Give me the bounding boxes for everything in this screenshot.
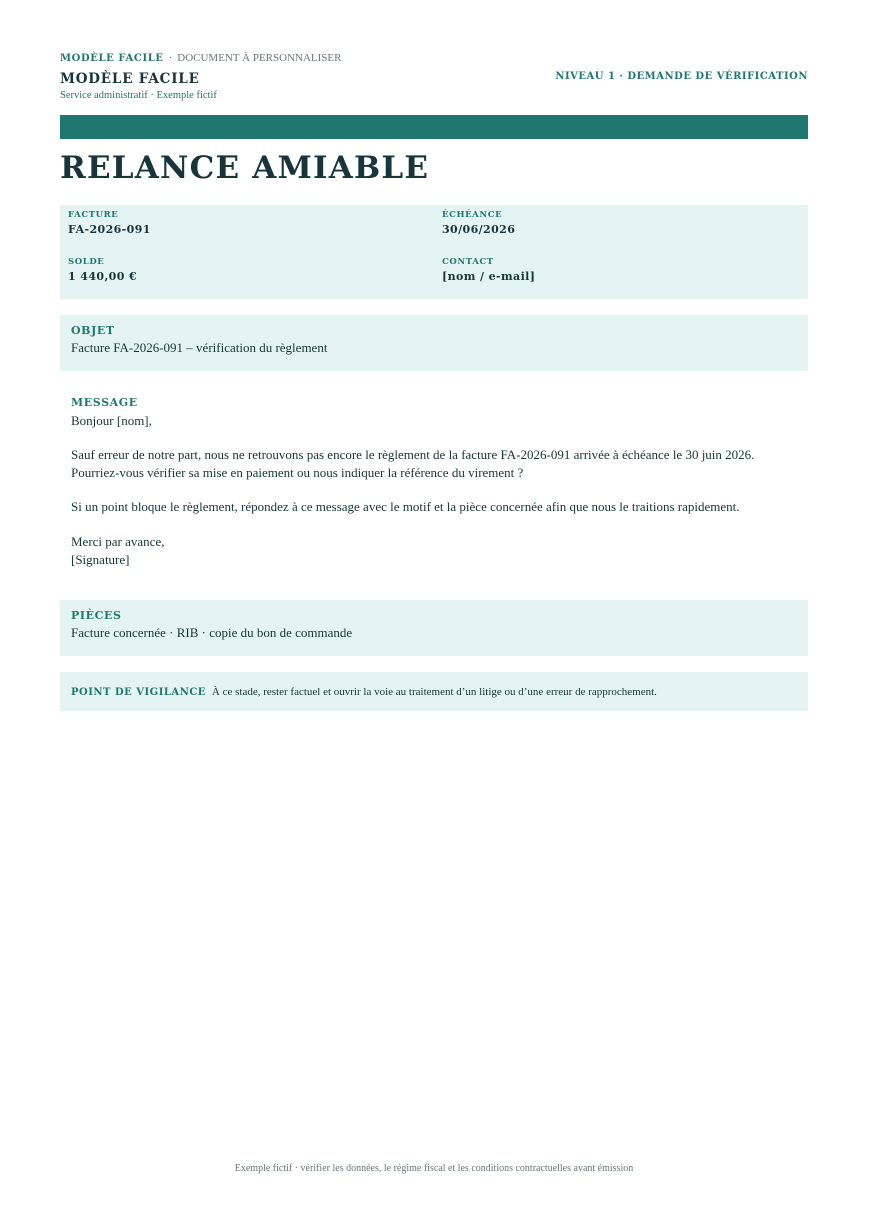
objet-value: Facture FA-2026-091 – vérification du règlement	[71, 340, 328, 355]
meta-solde	[68, 257, 137, 283]
vigilance-label: POINT DE VIGILANCE	[71, 687, 206, 698]
meta-facture	[68, 210, 151, 236]
pieces-box	[60, 600, 808, 656]
contact-label: CONTACT	[442, 257, 494, 267]
header-band	[60, 115, 808, 139]
message-greeting: Bonjour [nom],	[71, 413, 152, 428]
footer-note: Exemple fictif · vérifier les données, le régime fiscal et les conditions contractuelles avant émission	[234, 1163, 634, 1174]
meta-contact	[442, 257, 535, 283]
meta-echeance	[442, 210, 515, 236]
document-page	[60, 0, 808, 1228]
echeance-value: 30/06/2026	[442, 223, 516, 236]
brand-name: MODÈLE FACILE	[60, 71, 200, 87]
facture-label: FACTURE	[68, 210, 119, 220]
doc-type: DOCUMENT À PERSONNALISER	[177, 52, 342, 64]
echeance-label: ÉCHÉANCE	[442, 210, 503, 220]
objet-box	[60, 315, 808, 371]
level-badge: NIVEAU 1 · DEMANDE DE VÉRIFICATION	[555, 71, 808, 82]
message-closing: Merci par avance,	[71, 534, 165, 549]
contact-value: [nom / e-mail]	[442, 270, 536, 283]
separator: ·	[168, 52, 173, 64]
solde-value: 1 440,00 €	[68, 270, 138, 283]
brand-small: MODÈLE FACILE	[60, 53, 164, 64]
message-signature: [Signature]	[71, 552, 130, 567]
message-section	[71, 396, 796, 569]
message-paragraph-1-line-1: Sauf erreur de notre part, nous ne retrouvons pas encore le règlement de la facture FA-2026-091 arrivée à échéance le 30 juin 2026.	[71, 447, 755, 462]
solde-label: SOLDE	[68, 257, 105, 267]
objet-label: OBJET	[71, 324, 115, 337]
message-paragraph-2: Si un point bloque le règlement, répondez à ce message avec le motif et la pièce concernée afin que nous le traitions rapidement.	[71, 499, 740, 514]
brand-subtitle: Service administratif · Exemple fictif	[60, 90, 217, 101]
pieces-label: PIÈCES	[71, 609, 122, 622]
pieces-value: Facture concernée · RIB · copie du bon de commande	[71, 625, 353, 640]
vigilance-text: À ce stade, rester factuel et ouvrir la voie au traitement d’un litige ou d’une erreur de rapprochement.	[211, 686, 657, 698]
message-label: MESSAGE	[71, 396, 138, 409]
message-paragraph-1-line-2: Pourriez-vous vérifier sa mise en paiement ou nous indiquer la référence du virement ?	[71, 465, 524, 480]
page-title: RELANCE AMIABLE	[60, 150, 430, 186]
facture-value: FA-2026-091	[68, 223, 151, 236]
brand-line	[60, 52, 341, 64]
vigilance-box	[60, 672, 808, 711]
meta-panel	[60, 205, 808, 299]
